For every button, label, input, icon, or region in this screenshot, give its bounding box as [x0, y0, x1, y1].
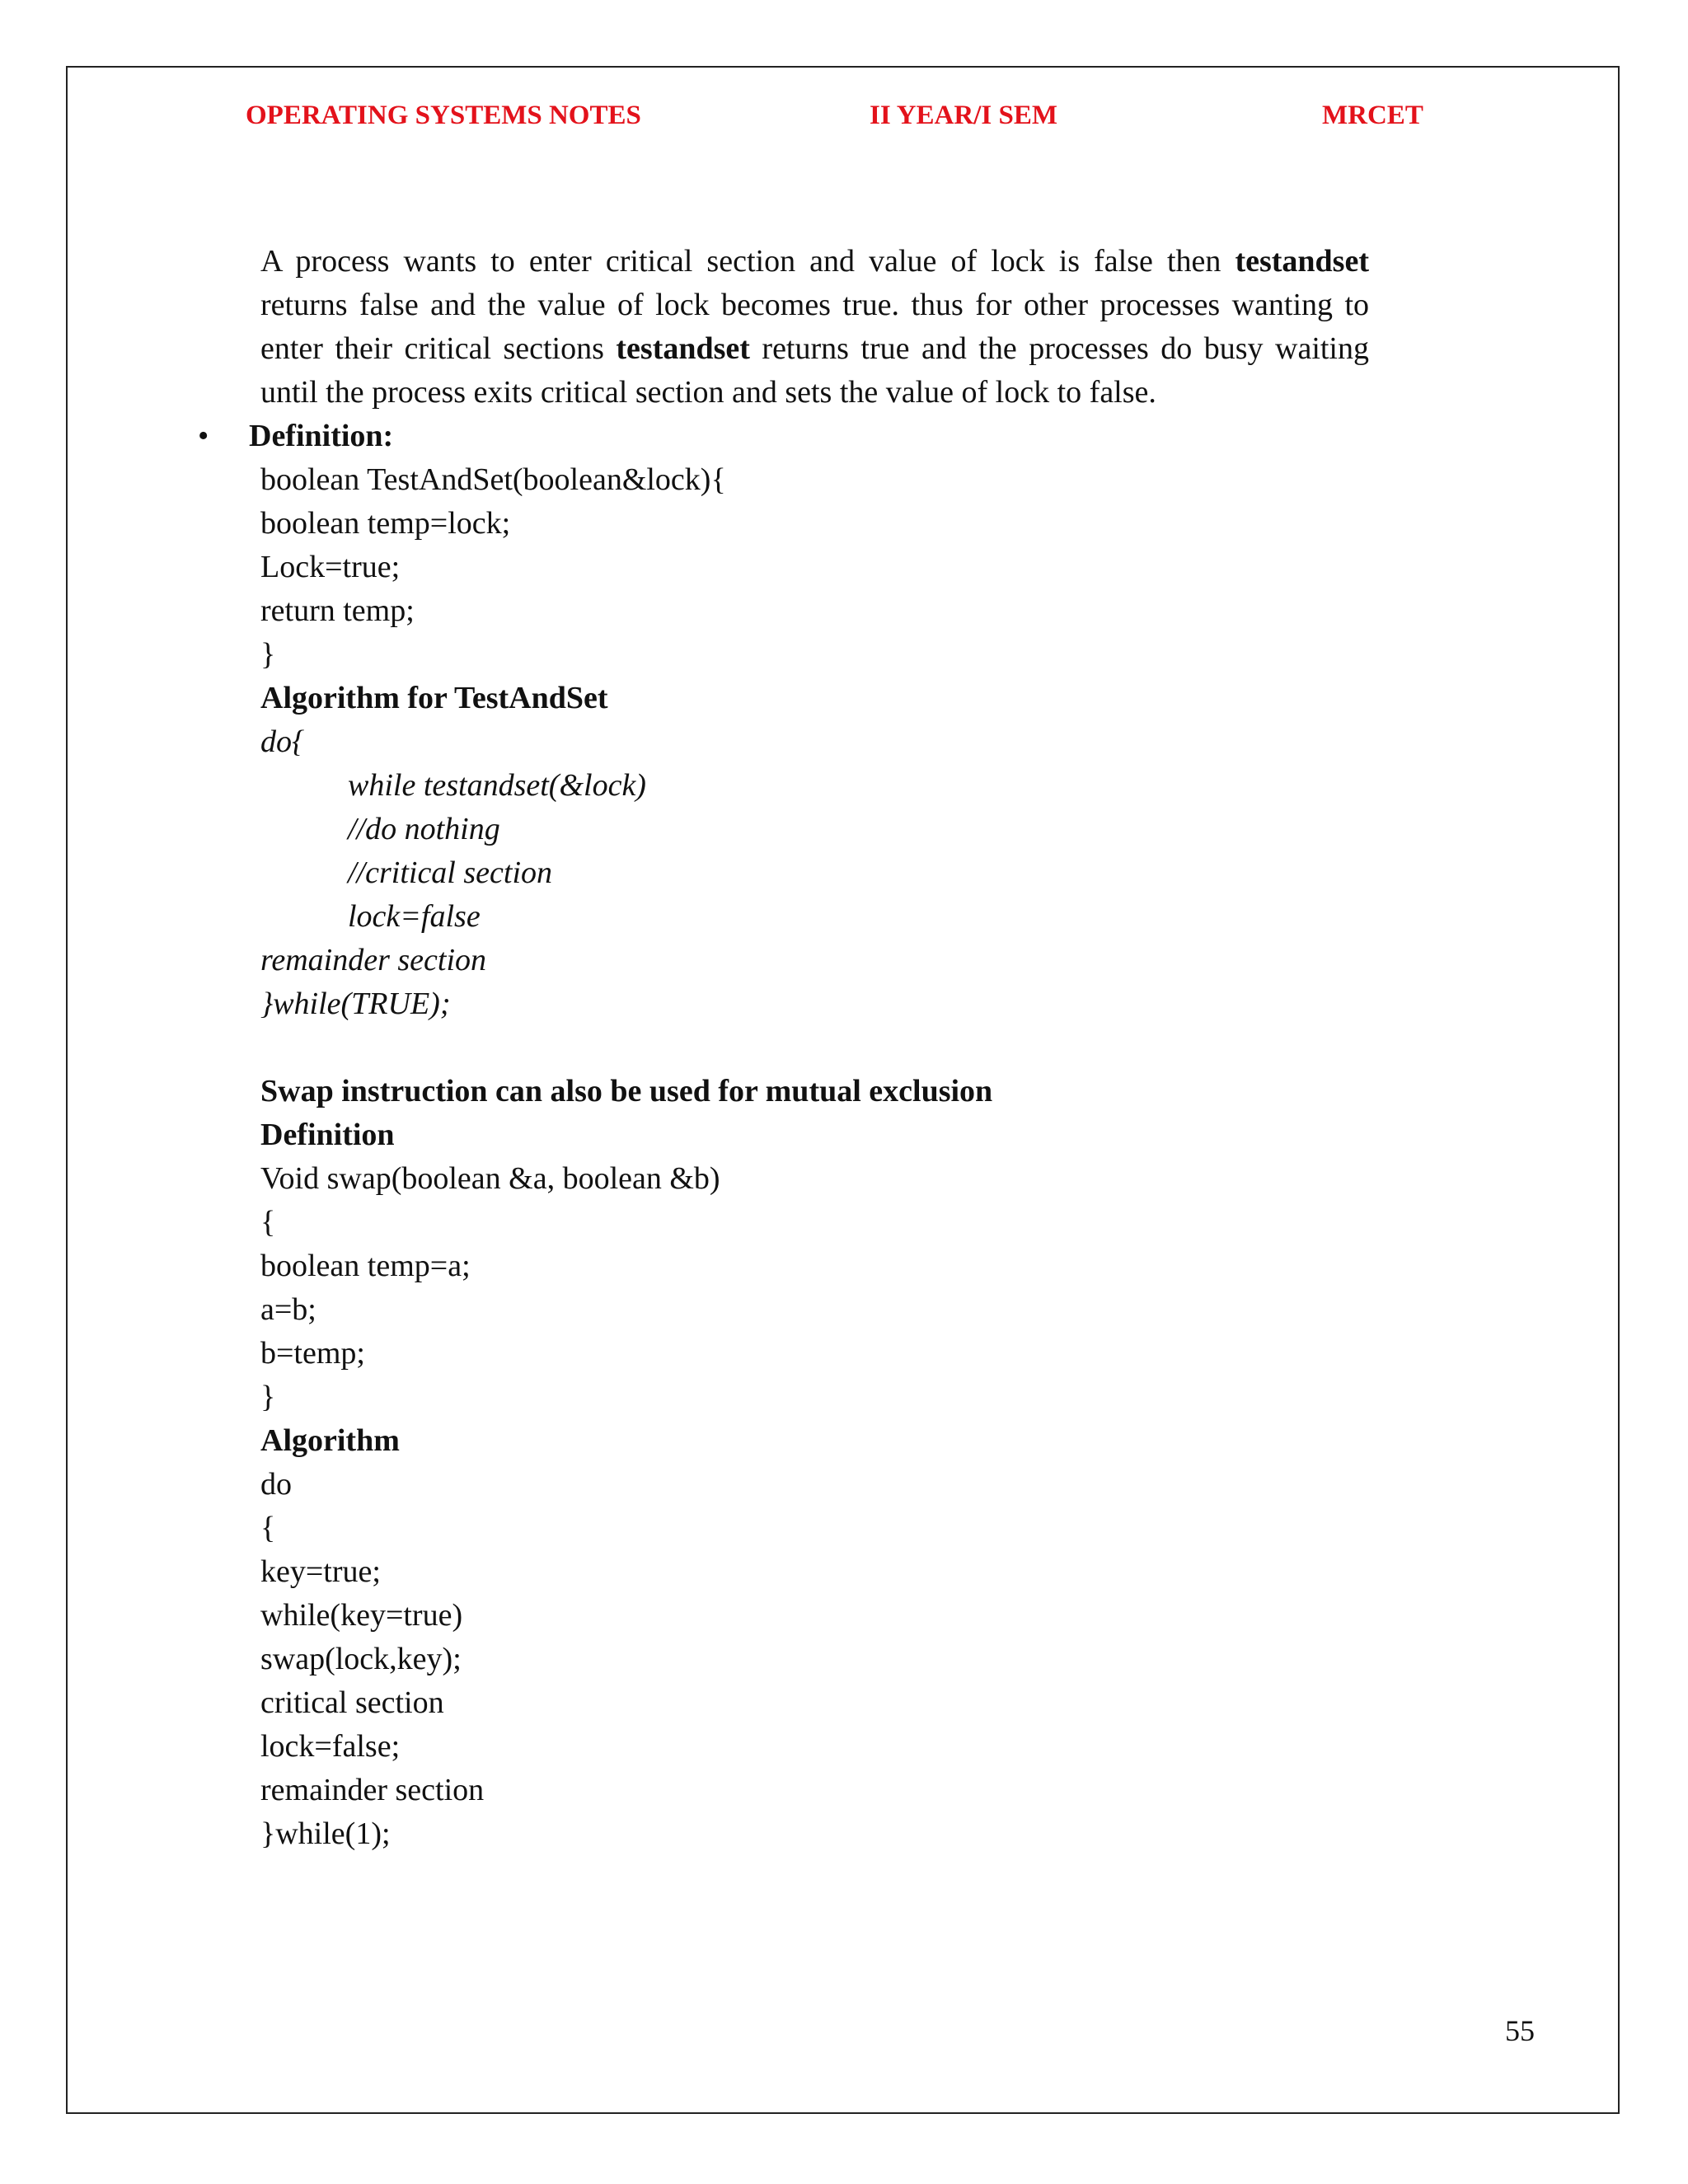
algorithm-code-line: while testandset(&lock)	[348, 768, 646, 803]
intro-text-3: returns true and the processes do busy waiting until the process exits critical section and sets the value of lock to false.	[260, 331, 1369, 410]
intro-text-2: returns false and the value of lock becomes true. thus for other processes wanting to enter their critical sections	[260, 288, 1369, 366]
algorithm-swap-heading: Algorithm	[260, 1423, 400, 1458]
code-line: lock=false;	[260, 1729, 401, 1764]
code-line: }	[260, 637, 276, 672]
algorithm-code-line: }while(TRUE);	[260, 987, 451, 1021]
code-line: boolean TestAndSet(boolean&lock){	[260, 462, 726, 497]
algorithm-code-line: lock=false	[348, 899, 481, 934]
code-line: boolean temp=a;	[260, 1249, 471, 1283]
intro-text-1: A process wants to enter critical section and value of lock is false then	[260, 244, 1236, 279]
algorithm-code-line: //critical section	[348, 855, 553, 890]
code-line: critical section	[260, 1685, 444, 1720]
page-number: 55	[1505, 2014, 1535, 2047]
code-line: }	[260, 1380, 276, 1414]
code-line: }while(1);	[260, 1816, 391, 1851]
intro-keyword-2: testandset	[616, 331, 750, 366]
code-line: return temp;	[260, 593, 415, 628]
code-line: b=temp;	[260, 1336, 365, 1371]
code-line: Void swap(boolean &a, boolean &b)	[260, 1161, 720, 1196]
code-line: a=b;	[260, 1292, 316, 1327]
swap-definition-heading: Definition	[260, 1118, 395, 1152]
algorithm-testandset-heading: Algorithm for TestAndSet	[260, 681, 608, 715]
intro-keyword-1: testandset	[1235, 244, 1369, 279]
code-line: while(key=true)	[260, 1598, 463, 1633]
bullet-icon: •	[198, 419, 209, 453]
code-line: boolean temp=lock;	[260, 506, 511, 541]
intro-paragraph	[260, 240, 1369, 415]
algorithm-code-line: remainder section	[260, 943, 487, 977]
header-course-title: OPERATING SYSTEMS NOTES	[246, 101, 641, 130]
page-content	[198, 240, 1369, 1856]
algorithm-code-line: //do nothing	[348, 812, 500, 846]
definition-heading-line	[198, 415, 1369, 458]
code-line: do	[260, 1467, 292, 1502]
code-line: swap(lock,key);	[260, 1642, 462, 1676]
code-line: {	[260, 1205, 276, 1240]
header-year-semester: II YEAR/I SEM	[870, 101, 1057, 130]
header-institution: MRCET	[1322, 101, 1423, 130]
code-line: remainder section	[260, 1773, 485, 1807]
swap-heading: Swap instruction can also be used for mutual exclusion	[260, 1074, 993, 1108]
definition-heading: Definition:	[249, 419, 394, 453]
spacer	[260, 1026, 1369, 1070]
algorithm-code-line: do{	[260, 724, 305, 759]
code-line: Lock=true;	[260, 550, 401, 584]
code-line: key=true;	[260, 1554, 381, 1589]
code-line: {	[260, 1511, 276, 1545]
